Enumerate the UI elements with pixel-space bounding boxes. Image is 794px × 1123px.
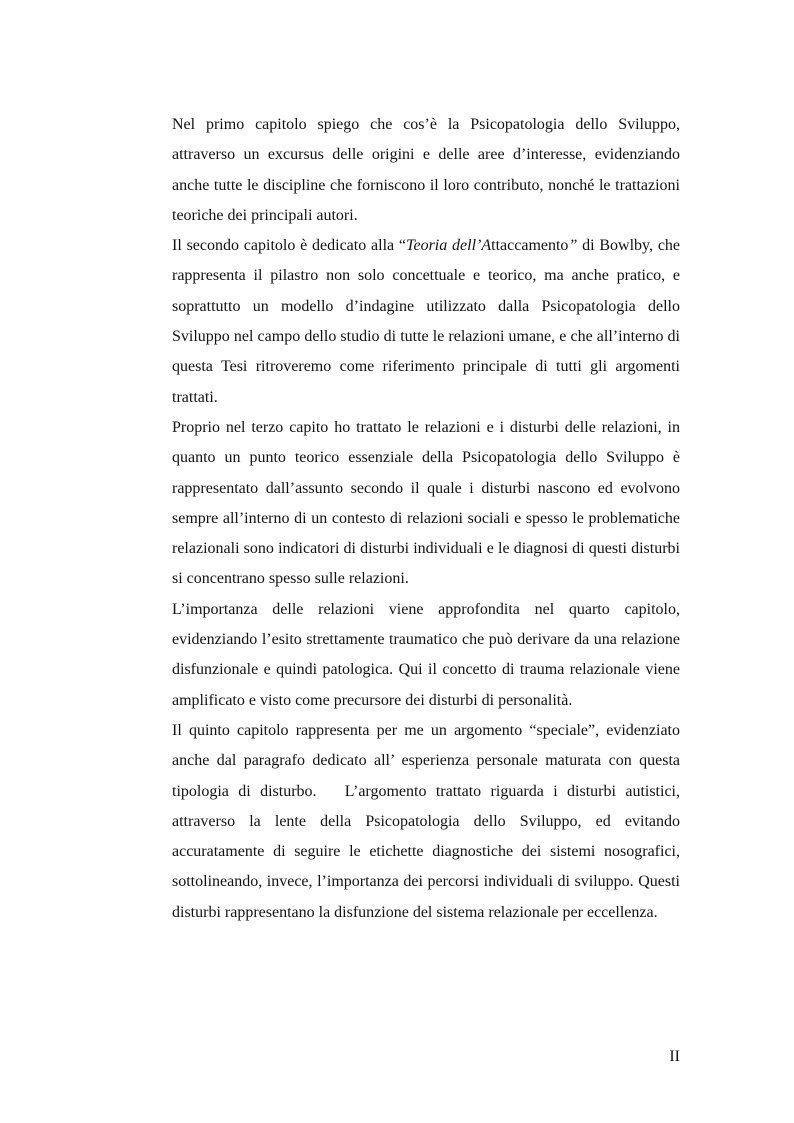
- paragraph-chapter-five: Il quinto capitolo rappresenta per me un argomento “speciale”, evidenziato anche dal paragrafo dedicato all’ esperienza personale maturata con questa tipologia di disturbo. L’argomento trattato riguarda i disturbi autistici, attraverso la lente della Psicopatologia dello Sviluppo, ed evitando accuratamente di seguire le etichette diagnostiche dei sistemi nosografici, sottolineando, invece, l’importanza dei percorsi individuali di sviluppo. Questi disturbi rappresentano la disfunzione del sistema relazionale per eccellenza.: [172, 721, 684, 921]
- attachment-theory-closing-quote: ”: [568, 237, 578, 255]
- paragraph-chapter-two-intro: Il secondo capitolo è dedicato alla “: [172, 237, 407, 255]
- attachment-theory-title-italic: Teoria dell’A: [406, 237, 492, 255]
- page-number: II: [669, 1048, 680, 1065]
- paragraph-chapter-four: L’importanza delle relazioni viene approfondita nel quarto capitolo, evidenziando l’esito strettamente traumatico che può derivare da una relazione disfunzionale e quindi patologica. Qui il concetto di trauma relazionale viene amplificato e visto come precursore dei disturbi di personalità.: [172, 600, 680, 709]
- paragraph-chapter-two-body: di Bowlby, che rappresenta il pilastro non solo concettuale e teorico, ma anche pratico, e soprattutto un modello d’indagine utilizzato dalla Psicopatologia dello Sviluppo nel campo dello studio di tutte le relazioni umane, e che all’interno di questa Tesi ritroveremo come riferimento principale di tutti gli argomenti trattati.: [172, 237, 681, 406]
- attachment-theory-title-rest: ttaccamento: [491, 237, 569, 255]
- paragraph-chapter-two: [172, 231, 680, 413]
- paragraph-chapter-three: Proprio nel terzo capito ho trattato le relazioni e i disturbi delle relazioni, in quanto un punto teorico essenziale della Psicopatologia dello Sviluppo è rappresentato dall’assunto secondo il quale i disturbi nascono ed evolvono sempre all’interno di un contesto di relazioni sociali e spesso le problematiche relazionali sono indicatori di disturbi individuali e le diagnosi di questi disturbi si concentrano spesso sulle relazioni.: [172, 418, 680, 588]
- body-text: [172, 110, 684, 928]
- paragraph-chapter-one: Nel primo capitolo spiego che cos’è la Psicopatologia dello Sviluppo, attraverso un excursus delle origini e delle aree d’interesse, evidenziando anche tutte le discipline che forniscono il loro contributo, nonché le trattazioni teoriche dei principali autori.: [172, 116, 680, 224]
